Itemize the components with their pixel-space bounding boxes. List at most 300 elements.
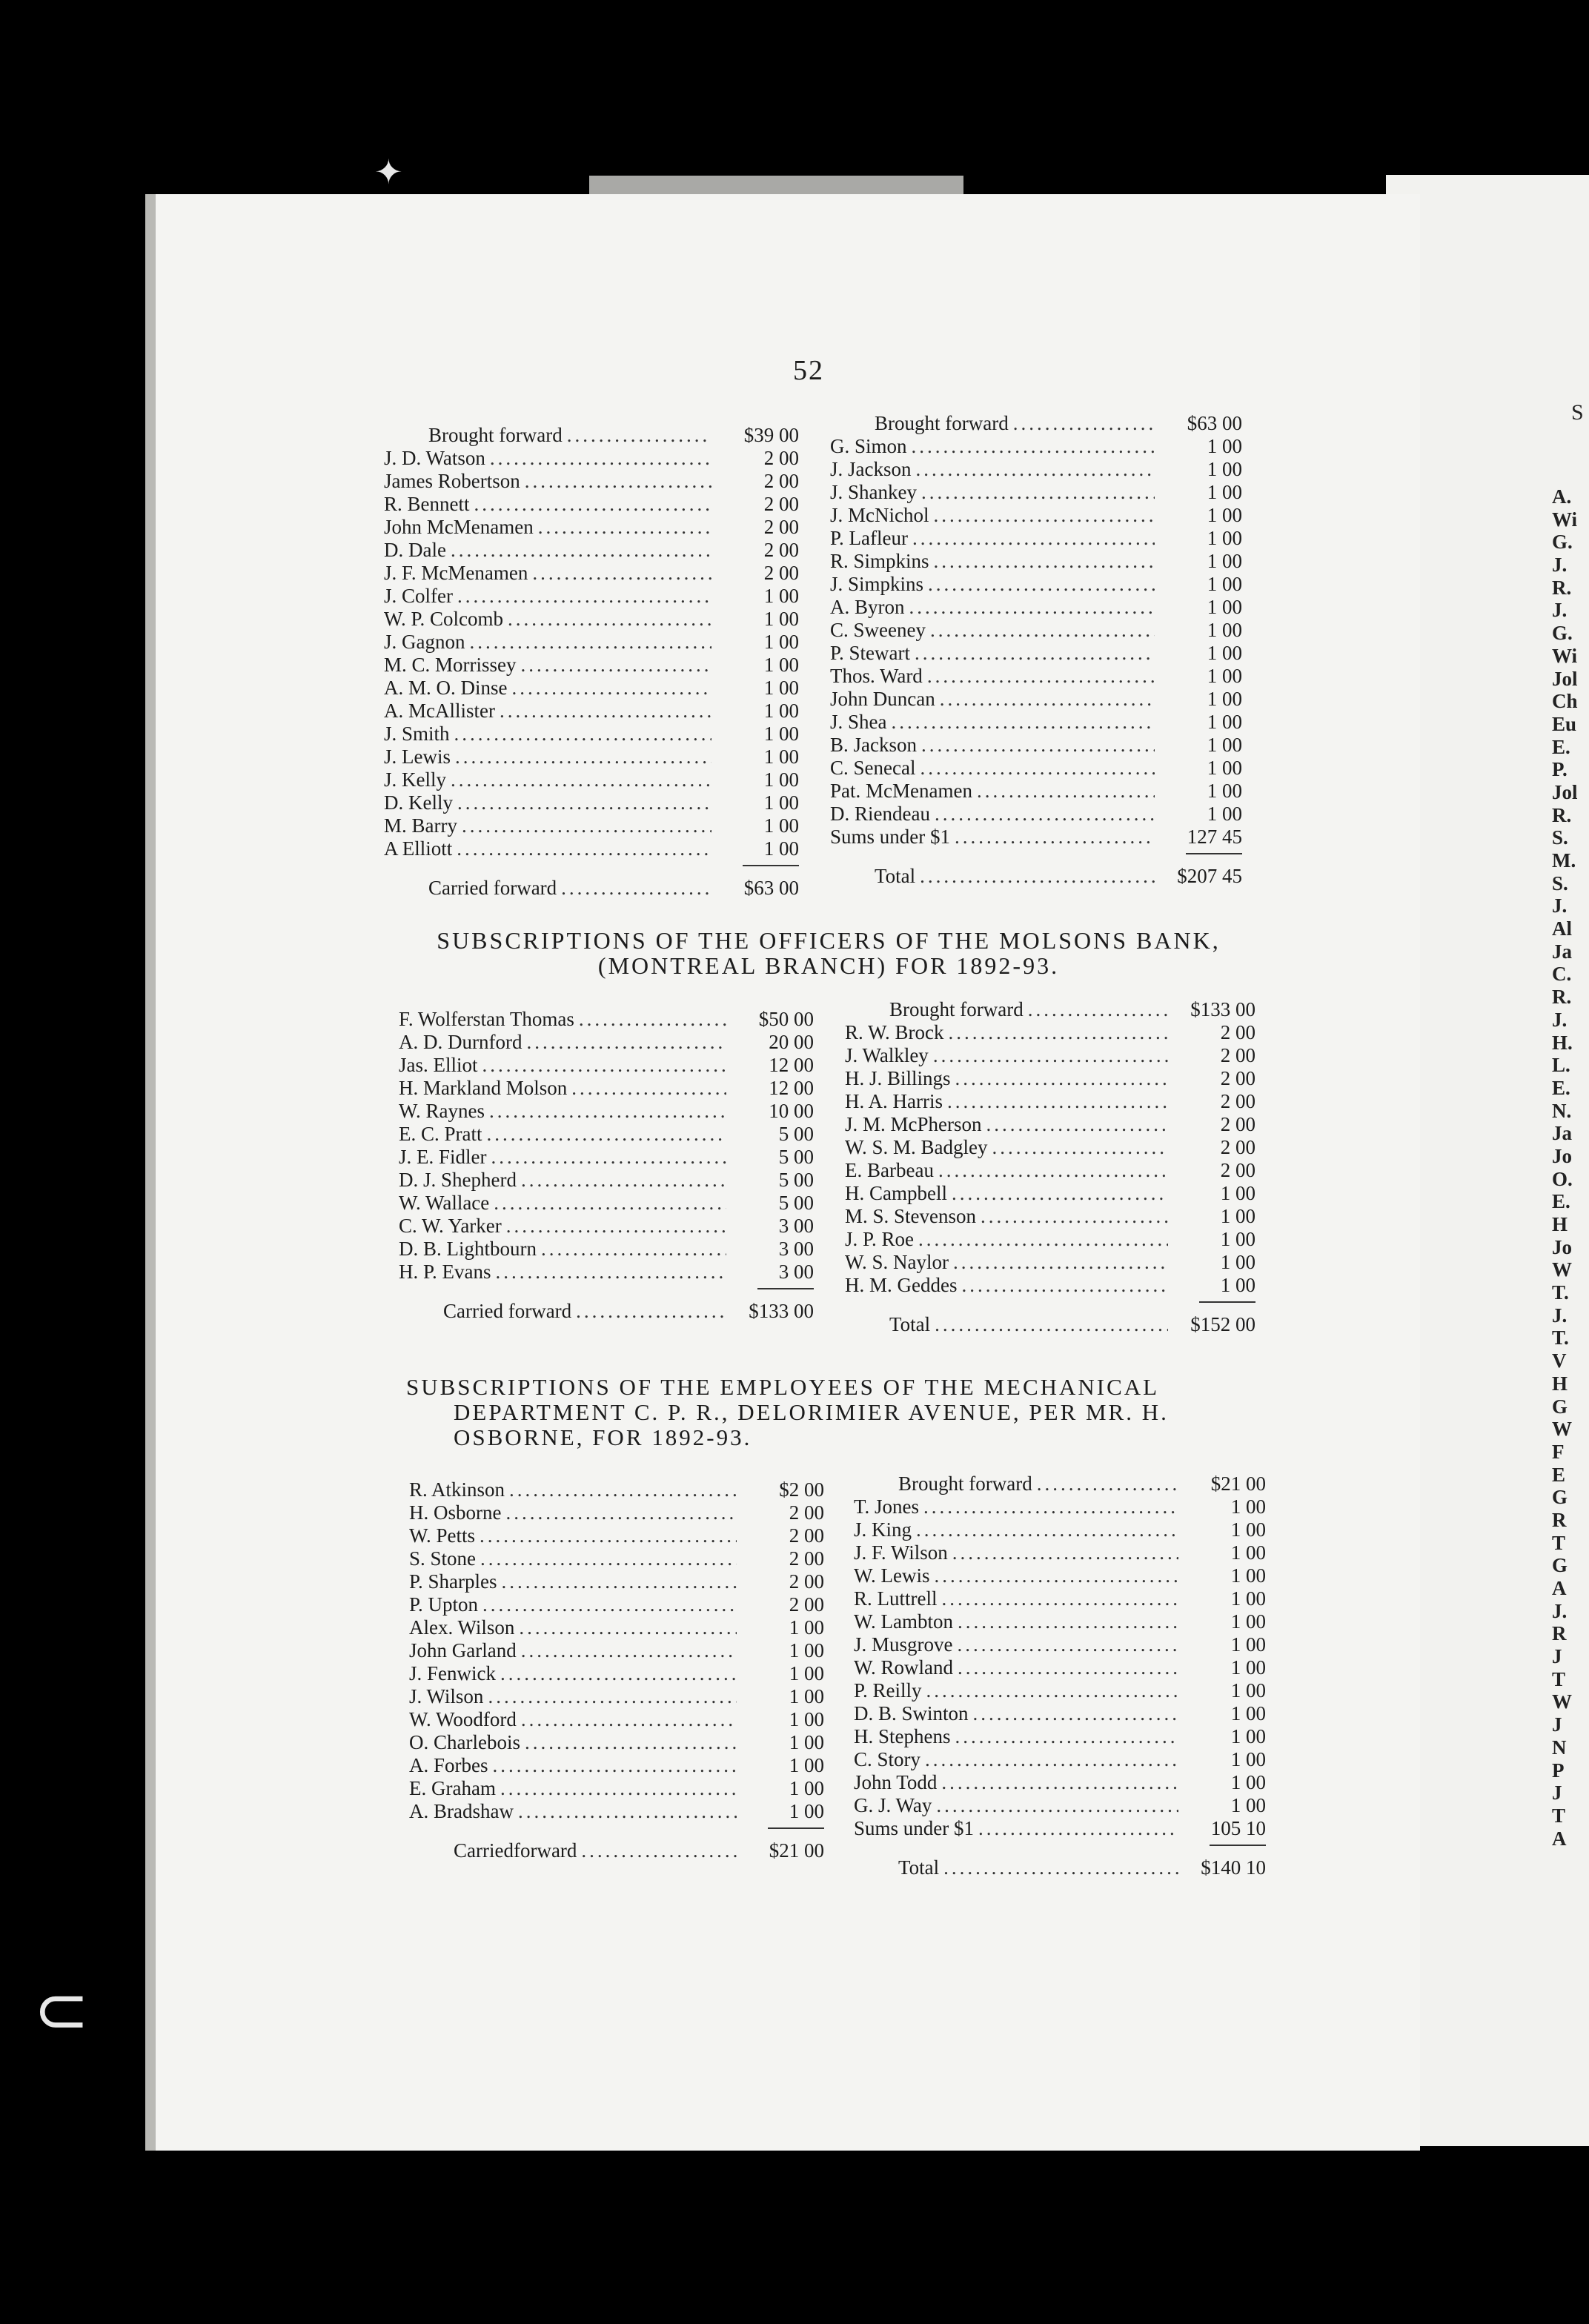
subscriber-name: C. Senecal	[830, 757, 916, 779]
entry-row	[830, 550, 1242, 573]
subscription-amount: 12 00	[769, 1054, 814, 1076]
entry-row	[409, 1501, 824, 1524]
subscription-amount: 1 00	[1230, 1771, 1266, 1793]
subscriber-name: D. Riendeau	[830, 803, 930, 825]
subscription-amount: 5 00	[778, 1169, 814, 1191]
subscription-amount: 1 00	[1207, 550, 1242, 572]
subscription-amount: 1 00	[1220, 1228, 1255, 1250]
leader-dots	[992, 1136, 1168, 1159]
adjacent-page-line: S.	[1552, 872, 1568, 894]
adjacent-page-line: G.	[1552, 622, 1573, 645]
leader-dots	[928, 573, 1155, 596]
entry-row	[830, 435, 1242, 458]
leader-dots	[952, 1182, 1168, 1205]
leader-dots	[978, 1817, 1178, 1840]
adjacent-page-line: W	[1552, 1690, 1572, 1713]
brought-forward-row	[830, 412, 1242, 435]
entry-row	[399, 1100, 814, 1123]
subscriber-name: A. D. Durnford	[399, 1031, 523, 1053]
entry-row	[384, 746, 799, 768]
subscriber-name: P. Sharples	[409, 1570, 497, 1593]
subscription-amount: 2 00	[789, 1570, 824, 1593]
entry-row	[384, 700, 799, 723]
entry-row	[854, 1541, 1266, 1564]
adjacent-page-line: Jol	[1552, 780, 1578, 803]
leader-dots	[454, 723, 711, 746]
subscription-amount: 1 00	[1207, 665, 1242, 687]
subscription-amount: 1 00	[1220, 1182, 1255, 1204]
entry-list	[399, 1008, 814, 1284]
subscription-amount: 1 00	[763, 654, 799, 676]
subscriber-name: A. Forbes	[409, 1754, 488, 1776]
adjacent-page-line: G	[1552, 1554, 1568, 1577]
leader-dots	[561, 877, 711, 900]
entry-row	[854, 1702, 1266, 1725]
title-line: SUBSCRIPTIONS OF THE EMPLOYEES OF THE MECHANICAL	[406, 1374, 1160, 1400]
subscription-amount: 2 00	[763, 516, 799, 538]
entry-row	[854, 1656, 1266, 1679]
leader-dots	[508, 608, 711, 631]
adjacent-page-line: M.	[1552, 849, 1576, 872]
subscription-amount: 1 00	[789, 1777, 824, 1799]
subscription-amount: 1 00	[1207, 435, 1242, 457]
subscription-amount: 2 00	[789, 1593, 824, 1616]
subscription-amount: 2 00	[1220, 1090, 1255, 1112]
entry-row	[399, 1169, 814, 1192]
subscriber-name: W. P. Colcomb	[384, 608, 504, 630]
entry-row	[399, 1192, 814, 1215]
sum-rule	[1210, 1845, 1266, 1846]
entry-list	[384, 447, 799, 860]
leader-dots	[949, 1021, 1168, 1044]
adjacent-page-line: R.	[1552, 986, 1572, 1009]
leader-dots	[506, 1215, 726, 1238]
entry-row	[409, 1800, 824, 1823]
subscriber-name: M. S. Stevenson	[845, 1205, 977, 1227]
leader-dots	[541, 1238, 726, 1261]
leader-dots	[470, 631, 712, 654]
subscriber-name: R. Bennett	[384, 493, 470, 515]
subscriber-name: H. Campbell	[845, 1182, 947, 1204]
leader-dots	[500, 700, 711, 723]
subscriber-name: J. Kelly	[384, 768, 446, 791]
leader-dots	[505, 1501, 737, 1524]
leader-dots	[958, 1656, 1178, 1679]
subscription-amount: 1 00	[789, 1662, 824, 1684]
top-right-column	[830, 412, 1242, 888]
subscriber-name: J. Shankey	[830, 481, 917, 503]
leader-dots	[941, 1587, 1178, 1610]
leader-dots	[488, 1685, 737, 1708]
adjacent-page-line: H.	[1552, 1031, 1573, 1054]
brought-forward-label: Brought forward	[898, 1473, 1032, 1495]
carried-forward-amount: $21 00	[769, 1839, 824, 1862]
subscription-amount: 1 00	[1207, 458, 1242, 480]
entry-row	[845, 1228, 1255, 1251]
leader-dots	[915, 642, 1155, 665]
entry-list	[830, 435, 1242, 849]
sum-rule	[1199, 1301, 1255, 1303]
total-label: Total	[889, 1313, 931, 1335]
entry-row	[409, 1708, 824, 1731]
adjacent-page-letters	[1552, 485, 1589, 1850]
entry-row	[830, 642, 1242, 665]
entry-row	[384, 768, 799, 791]
leader-dots	[986, 1113, 1168, 1136]
adjacent-page-line: Jo	[1552, 1235, 1572, 1258]
adjacent-page-line: H	[1552, 1213, 1568, 1235]
brought-forward-amount: $63 00	[1187, 412, 1242, 434]
subscription-amount: 2 00	[763, 470, 799, 492]
subscriber-name: E. Barbeau	[845, 1159, 934, 1181]
leader-dots	[480, 1524, 737, 1547]
title-line: SUBSCRIPTIONS OF THE OFFICERS OF THE MOLSONS BANK,	[437, 927, 1221, 954]
entry-row	[854, 1771, 1266, 1794]
leader-dots	[936, 1794, 1178, 1817]
entry-row	[384, 585, 799, 608]
leader-dots	[943, 1856, 1178, 1879]
subscription-amount: 3 00	[778, 1238, 814, 1260]
subscriber-name: W. Raynes	[399, 1100, 485, 1122]
subscriber-name: A Elliott	[384, 837, 453, 860]
sum-rule	[768, 1827, 824, 1829]
subscriber-name: J. P. Roe	[845, 1228, 915, 1250]
adjacent-page-line: Wi	[1552, 508, 1578, 531]
entry-row	[384, 723, 799, 746]
entry-row	[854, 1587, 1266, 1610]
subscriber-name: J. Colfer	[384, 585, 453, 607]
subscription-amount: 2 00	[763, 447, 799, 469]
subscriber-name: O. Charlebois	[409, 1731, 520, 1753]
subscription-amount: 2 00	[1220, 1113, 1255, 1135]
adjacent-page-line: J.	[1552, 1008, 1568, 1031]
leader-dots	[521, 654, 711, 677]
entry-list	[409, 1478, 824, 1823]
entry-row	[399, 1215, 814, 1238]
total-label: Total	[898, 1856, 940, 1879]
subscription-amount: 1 00	[1207, 711, 1242, 733]
subscription-amount: 1 00	[1230, 1656, 1266, 1679]
subscriber-name: M. C. Morrissey	[384, 654, 517, 676]
adjacent-page-line: Ja	[1552, 1122, 1572, 1145]
subscriber-name: D. Kelly	[384, 791, 453, 814]
subscription-amount: 1 00	[1207, 780, 1242, 802]
subscription-amount: 5 00	[778, 1192, 814, 1214]
subscription-amount: 1 00	[1207, 619, 1242, 641]
subscriber-name: H. Markland Molson	[399, 1077, 568, 1099]
subscriber-name: A. Bradshaw	[409, 1800, 514, 1822]
leader-dots	[955, 1725, 1179, 1748]
subscriber-name: J. F. McMenamen	[384, 562, 528, 584]
subscriber-name: John McMenamen	[384, 516, 534, 538]
leader-dots	[947, 1090, 1168, 1113]
subscriber-name: Alex. Wilson	[409, 1616, 515, 1639]
subscription-amount: 1 00	[789, 1685, 824, 1707]
adjacent-page-line: T.	[1552, 1327, 1569, 1349]
adjacent-page-line: E	[1552, 1463, 1566, 1486]
subscription-amount: 1 00	[1230, 1679, 1266, 1702]
leader-dots	[923, 1495, 1178, 1518]
adjacent-page-line: Eu	[1552, 712, 1577, 735]
leader-dots	[500, 1777, 737, 1800]
entry-row	[854, 1748, 1266, 1771]
leader-dots	[1013, 412, 1155, 435]
total-row	[845, 1313, 1255, 1336]
brought-forward-amount: $133 00	[1190, 998, 1255, 1020]
adjacent-page-line: J	[1552, 1645, 1562, 1668]
entry-row	[384, 493, 799, 516]
entry-row	[409, 1662, 824, 1685]
molsons-left-column	[399, 1008, 814, 1323]
carried-forward-amount: $133 00	[749, 1300, 814, 1322]
leader-dots	[451, 768, 711, 791]
entry-row	[854, 1794, 1266, 1817]
entry-row	[845, 1090, 1255, 1113]
cpr-right-column	[854, 1473, 1266, 1879]
leader-dots	[920, 757, 1155, 780]
entry-row	[409, 1754, 824, 1777]
leader-dots	[958, 1633, 1179, 1656]
subscription-amount: 1 00	[763, 768, 799, 791]
subscriber-name: Sums under $1	[830, 826, 950, 848]
subscription-amount: 3 00	[778, 1261, 814, 1283]
subscriber-name: John Garland	[409, 1639, 517, 1661]
entry-row	[384, 539, 799, 562]
entry-row	[409, 1570, 824, 1593]
total-amount: $140 10	[1201, 1856, 1266, 1879]
leader-dots	[500, 1662, 737, 1685]
subscription-amount: 1 00	[763, 814, 799, 837]
subscriber-name: P. Upton	[409, 1593, 479, 1616]
entry-row	[409, 1731, 824, 1754]
entry-row	[830, 734, 1242, 757]
carried-forward-label: Carried forward	[443, 1300, 572, 1322]
subscriber-name: John Todd	[854, 1771, 938, 1793]
leader-dots	[525, 470, 711, 493]
entry-row	[830, 458, 1242, 481]
subscriber-name: C. Sweeney	[830, 619, 926, 641]
leader-dots	[494, 1192, 726, 1215]
adjacent-page-line: P.	[1552, 758, 1568, 781]
subscription-amount: 20 00	[769, 1031, 814, 1053]
entry-row	[830, 780, 1242, 803]
total-row	[854, 1856, 1266, 1879]
subscription-amount: 1 00	[1207, 757, 1242, 779]
subscription-amount: 1 00	[1207, 596, 1242, 618]
adjacent-page-line: J.	[1552, 1304, 1568, 1327]
subscription-amount: 5 00	[778, 1123, 814, 1145]
adjacent-page-line: R	[1552, 1508, 1567, 1531]
leader-dots	[918, 1228, 1168, 1251]
subscriber-name: H. Stephens	[854, 1725, 951, 1747]
adjacent-page-line: Jo	[1552, 1144, 1572, 1167]
adjacent-page-line: Jol	[1552, 667, 1578, 690]
subscription-amount: 1 00	[1230, 1541, 1266, 1564]
adjacent-page-line: T	[1552, 1804, 1566, 1827]
entry-row	[854, 1564, 1266, 1587]
subscription-amount: 10 00	[769, 1100, 814, 1122]
subscription-amount: 5 00	[778, 1146, 814, 1168]
sum-rule	[743, 865, 799, 866]
entry-row	[399, 1123, 814, 1146]
subscriber-name: E. C. Pratt	[399, 1123, 482, 1145]
entry-row	[409, 1639, 824, 1662]
leader-dots	[519, 1616, 737, 1639]
subscriber-name: A. McAllister	[384, 700, 495, 722]
subscriber-name: D. Dale	[384, 539, 446, 561]
subscriber-name: J. Gagnon	[384, 631, 465, 653]
leader-dots	[538, 516, 711, 539]
entry-row	[409, 1616, 824, 1639]
subscriber-name: W. S. Naylor	[845, 1251, 949, 1273]
title-line: OSBORNE, FOR 1892-93.	[454, 1424, 752, 1450]
subscriber-name: R. Simpkins	[830, 550, 929, 572]
subscriber-name: P. Lafleur	[830, 527, 908, 549]
subscriber-name: J. Shea	[830, 711, 887, 733]
adjacent-page-line: Ja	[1552, 940, 1572, 963]
adjacent-page-line: E.	[1552, 735, 1570, 758]
carried-forward-label: Carriedforward	[454, 1839, 577, 1862]
subscription-amount: 1 00	[1207, 642, 1242, 664]
subscription-amount: 1 00	[789, 1616, 824, 1639]
leader-dots	[927, 665, 1155, 688]
entry-row	[384, 814, 799, 837]
subscriber-name: G. Simon	[830, 435, 907, 457]
adjacent-page-line: R.	[1552, 803, 1572, 826]
subscriber-name: T. Jones	[854, 1495, 919, 1518]
leader-dots	[981, 1205, 1168, 1228]
entry-row	[830, 573, 1242, 596]
subscriber-name: C. Story	[854, 1748, 921, 1770]
leader-dots	[581, 1839, 737, 1862]
entry-row	[854, 1610, 1266, 1633]
subscriber-name: Sums under $1	[854, 1817, 974, 1839]
leader-dots	[521, 1639, 737, 1662]
entry-row	[384, 447, 799, 470]
subscription-amount: 1 00	[1207, 504, 1242, 526]
subscriber-name: W. Woodford	[409, 1708, 517, 1730]
subscription-amount: 1 00	[1230, 1587, 1266, 1610]
leader-dots	[930, 619, 1155, 642]
subscriber-name: H. J. Billings	[845, 1067, 951, 1089]
carried-forward-row	[384, 877, 799, 900]
entry-row	[845, 1159, 1255, 1182]
subscription-amount: 1 00	[789, 1639, 824, 1661]
subscription-amount: 2 00	[789, 1501, 824, 1524]
entry-row	[830, 527, 1242, 550]
subscription-amount: 1 00	[1230, 1702, 1266, 1724]
subscriber-name: F. Wolferstan Thomas	[399, 1008, 574, 1030]
entry-row	[845, 1274, 1255, 1297]
leader-dots	[926, 1679, 1178, 1702]
entry-row	[854, 1725, 1266, 1748]
leader-dots	[502, 1570, 737, 1593]
subscriber-name: J. D. Watson	[384, 447, 485, 469]
subscription-amount: 2 00	[1220, 1021, 1255, 1043]
leader-dots	[934, 550, 1155, 573]
subscription-amount: 2 00	[763, 562, 799, 584]
subscriber-name: J. Jackson	[830, 458, 912, 480]
scan-speck: ✦	[374, 153, 403, 191]
brought-forward-amount: $21 00	[1210, 1473, 1266, 1495]
cpr-left-column	[409, 1478, 824, 1862]
leader-dots	[518, 1800, 737, 1823]
subscription-amount: 1 00	[1230, 1633, 1266, 1656]
leader-dots	[489, 1100, 726, 1123]
leader-dots	[933, 1044, 1168, 1067]
entry-row	[830, 665, 1242, 688]
leader-dots	[491, 1146, 727, 1169]
subscription-amount: 1 00	[1207, 734, 1242, 756]
brought-forward-row	[854, 1473, 1266, 1495]
entry-row	[830, 596, 1242, 619]
leader-dots	[1028, 998, 1168, 1021]
subscription-amount: 1 00	[763, 700, 799, 722]
adjacent-page-line: H	[1552, 1372, 1568, 1395]
entry-row	[409, 1478, 824, 1501]
adjacent-page-line: T.	[1552, 1281, 1569, 1304]
subscriber-name: H. Osborne	[409, 1501, 502, 1524]
adjacent-page-line: T	[1552, 1531, 1566, 1554]
leader-dots	[521, 1708, 737, 1731]
adjacent-page-line: N.	[1552, 1099, 1572, 1122]
entry-row	[830, 803, 1242, 826]
leader-dots	[977, 780, 1155, 803]
adjacent-page-line: A	[1552, 1827, 1567, 1850]
subscriber-name: H. M. Geddes	[845, 1274, 958, 1296]
leader-dots	[920, 865, 1155, 888]
subscriber-name: Jas. Elliot	[399, 1054, 478, 1076]
subscriber-name: J. F. Wilson	[854, 1541, 948, 1564]
entry-row	[830, 826, 1242, 849]
entry-row	[409, 1524, 824, 1547]
subscriber-name: S. Stone	[409, 1547, 477, 1570]
leader-dots	[512, 677, 712, 700]
adjacent-page-line: A.	[1552, 485, 1572, 508]
subscription-amount: 1 00	[789, 1708, 824, 1730]
leader-dots	[462, 814, 711, 837]
subscriber-name: R. Luttrell	[854, 1587, 938, 1610]
subscriber-name: Pat. McMenamen	[830, 780, 972, 802]
adjacent-page-line: Ch	[1552, 690, 1578, 713]
leader-dots	[567, 424, 711, 447]
subscription-amount: 3 00	[778, 1215, 814, 1237]
subscription-amount: 2 00	[1220, 1067, 1255, 1089]
subscriber-name: W. Rowland	[854, 1656, 953, 1679]
leader-dots	[576, 1300, 726, 1323]
entry-row	[830, 619, 1242, 642]
leader-dots	[958, 1610, 1178, 1633]
scan-mark: ⊂	[33, 1974, 90, 2048]
leader-dots	[487, 1123, 727, 1146]
adjacent-page-line: J	[1552, 1713, 1562, 1736]
subscription-amount: 1 00	[1207, 688, 1242, 710]
subscriber-name: A. M. O. Dinse	[384, 677, 508, 699]
carried-forward-row	[399, 1300, 814, 1323]
entry-row	[845, 1113, 1255, 1136]
subscriber-name: J. King	[854, 1518, 912, 1541]
entry-row	[409, 1685, 824, 1708]
entry-row	[384, 516, 799, 539]
adjacent-page-line: Al	[1552, 917, 1572, 940]
leader-dots	[521, 1169, 726, 1192]
subscription-amount: 1 00	[1230, 1748, 1266, 1770]
adjacent-page-line: R.	[1552, 576, 1572, 599]
leader-dots	[892, 711, 1155, 734]
entry-row	[830, 711, 1242, 734]
adjacent-page-line: Wi	[1552, 644, 1578, 667]
leader-dots	[953, 1251, 1168, 1274]
